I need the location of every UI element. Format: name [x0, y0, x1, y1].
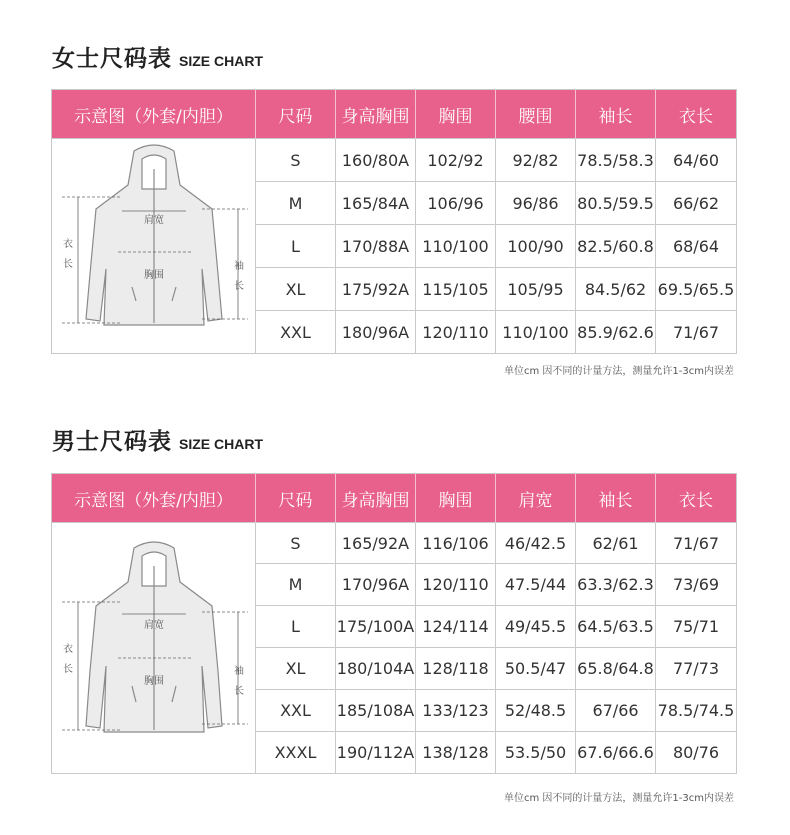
women-title-en: SIZE CHART — [179, 53, 263, 69]
diagram-length-label-2: 长 — [63, 664, 73, 675]
size-cell: XXL — [256, 311, 336, 354]
length-cell: 66/62 — [656, 182, 737, 225]
shoulder-cell: 46/42.5 — [496, 523, 576, 564]
length-cell: 69.5/65.5 — [656, 268, 737, 311]
diagram-length-label-1: 衣 — [63, 239, 73, 250]
men-header-row — [52, 474, 737, 523]
women-header-sleeve: 袖长 — [576, 90, 656, 139]
height-chest-cell: 180/96A — [336, 311, 416, 354]
men-header-chest: 胸围 — [416, 474, 496, 523]
women-header-waist: 腰围 — [496, 90, 576, 139]
men-header-sleeve: 袖长 — [576, 474, 656, 523]
size-cell: L — [256, 225, 336, 268]
length-cell: 64/60 — [656, 139, 737, 182]
women-header-row — [52, 90, 737, 139]
women-jacket-diagram-cell — [52, 139, 256, 354]
jacket-diagram-icon — [52, 526, 256, 766]
chest-cell: 115/105 — [416, 268, 496, 311]
height-chest-cell: 170/96A — [336, 564, 416, 606]
jacket-diagram-icon — [52, 139, 256, 349]
chest-cell: 133/123 — [416, 690, 496, 732]
height-chest-cell: 170/88A — [336, 225, 416, 268]
men-header-size: 尺码 — [256, 474, 336, 523]
waist-cell: 92/82 — [496, 139, 576, 182]
height-chest-cell: 190/112A — [336, 732, 416, 774]
sleeve-cell: 65.8/64.8 — [576, 648, 656, 690]
diagram-chest-label: 胸围 — [144, 676, 164, 687]
women-size-table — [51, 89, 737, 354]
women-header-chest: 胸围 — [416, 90, 496, 139]
chest-cell: 120/110 — [416, 311, 496, 354]
men-title-cn: 男士尺码表 — [52, 429, 172, 455]
shoulder-cell: 52/48.5 — [496, 690, 576, 732]
shoulder-cell: 50.5/47 — [496, 648, 576, 690]
size-cell: M — [256, 182, 336, 225]
men-title-en: SIZE CHART — [179, 436, 263, 452]
size-cell: XXXL — [256, 732, 336, 774]
size-cell: S — [256, 523, 336, 564]
men-measurement-note: 单位cm 因不同的计量方法，测量允许1-3cm内误差 — [504, 793, 734, 804]
length-cell: 77/73 — [656, 648, 737, 690]
table-row — [52, 523, 737, 564]
size-cell: S — [256, 139, 336, 182]
chest-cell: 128/118 — [416, 648, 496, 690]
length-cell: 71/67 — [656, 523, 737, 564]
women-measurement-note: 单位cm 因不同的计量方法，测量允许1-3cm内误差 — [504, 366, 734, 377]
men-jacket-diagram-cell — [52, 523, 256, 774]
men-header-length: 衣长 — [656, 474, 737, 523]
sleeve-cell: 85.9/62.6 — [576, 311, 656, 354]
sleeve-cell: 82.5/60.8 — [576, 225, 656, 268]
waist-cell: 96/86 — [496, 182, 576, 225]
sleeve-cell: 84.5/62 — [576, 268, 656, 311]
shoulder-cell: 47.5/44 — [496, 564, 576, 606]
height-chest-cell: 175/100A — [336, 606, 416, 648]
diagram-shoulder-label: 肩宽 — [144, 620, 164, 631]
men-section-title — [52, 423, 263, 456]
length-cell: 68/64 — [656, 225, 737, 268]
diagram-chest-label: 胸围 — [144, 270, 164, 281]
size-cell: M — [256, 564, 336, 606]
sleeve-cell: 67/66 — [576, 690, 656, 732]
women-title-cn: 女士尺码表 — [52, 46, 172, 72]
length-cell: 75/71 — [656, 606, 737, 648]
shoulder-cell: 49/45.5 — [496, 606, 576, 648]
length-cell: 80/76 — [656, 732, 737, 774]
height-chest-cell: 160/80A — [336, 139, 416, 182]
diagram-length-label-1: 衣 — [63, 644, 73, 655]
waist-cell: 105/95 — [496, 268, 576, 311]
chest-cell: 102/92 — [416, 139, 496, 182]
diagram-shoulder-label: 肩宽 — [144, 215, 164, 226]
chest-cell: 120/110 — [416, 564, 496, 606]
length-cell: 73/69 — [656, 564, 737, 606]
diagram-sleeve-label-1: 袖 — [234, 666, 244, 677]
women-header-diagram: 示意图（外套/内胆） — [52, 90, 256, 139]
shoulder-cell: 53.5/50 — [496, 732, 576, 774]
diagram-length-label-2: 长 — [63, 259, 73, 270]
chest-cell: 124/114 — [416, 606, 496, 648]
diagram-sleeve-label-2: 长 — [234, 686, 244, 697]
size-cell: XL — [256, 648, 336, 690]
size-cell: L — [256, 606, 336, 648]
women-header-height-chest: 身高胸围 — [336, 90, 416, 139]
diagram-sleeve-label-1: 袖 — [234, 261, 244, 272]
sleeve-cell: 67.6/66.6 — [576, 732, 656, 774]
height-chest-cell: 165/92A — [336, 523, 416, 564]
men-size-table — [51, 473, 737, 774]
waist-cell: 100/90 — [496, 225, 576, 268]
chest-cell: 116/106 — [416, 523, 496, 564]
height-chest-cell: 180/104A — [336, 648, 416, 690]
sleeve-cell: 63.3/62.3 — [576, 564, 656, 606]
sleeve-cell: 64.5/63.5 — [576, 606, 656, 648]
length-cell: 71/67 — [656, 311, 737, 354]
men-header-diagram: 示意图（外套/内胆） — [52, 474, 256, 523]
height-chest-cell: 165/84A — [336, 182, 416, 225]
size-cell: XL — [256, 268, 336, 311]
chest-cell: 138/128 — [416, 732, 496, 774]
sleeve-cell: 78.5/58.3 — [576, 139, 656, 182]
height-chest-cell: 175/92A — [336, 268, 416, 311]
diagram-sleeve-label-2: 长 — [234, 281, 244, 292]
men-header-height-chest: 身高胸围 — [336, 474, 416, 523]
chest-cell: 106/96 — [416, 182, 496, 225]
chest-cell: 110/100 — [416, 225, 496, 268]
women-header-size: 尺码 — [256, 90, 336, 139]
women-section-title — [52, 40, 263, 73]
size-cell: XXL — [256, 690, 336, 732]
sleeve-cell: 80.5/59.5 — [576, 182, 656, 225]
waist-cell: 110/100 — [496, 311, 576, 354]
height-chest-cell: 185/108A — [336, 690, 416, 732]
sleeve-cell: 62/61 — [576, 523, 656, 564]
table-row — [52, 139, 737, 182]
length-cell: 78.5/74.5 — [656, 690, 737, 732]
women-header-length: 衣长 — [656, 90, 737, 139]
men-header-shoulder: 肩宽 — [496, 474, 576, 523]
